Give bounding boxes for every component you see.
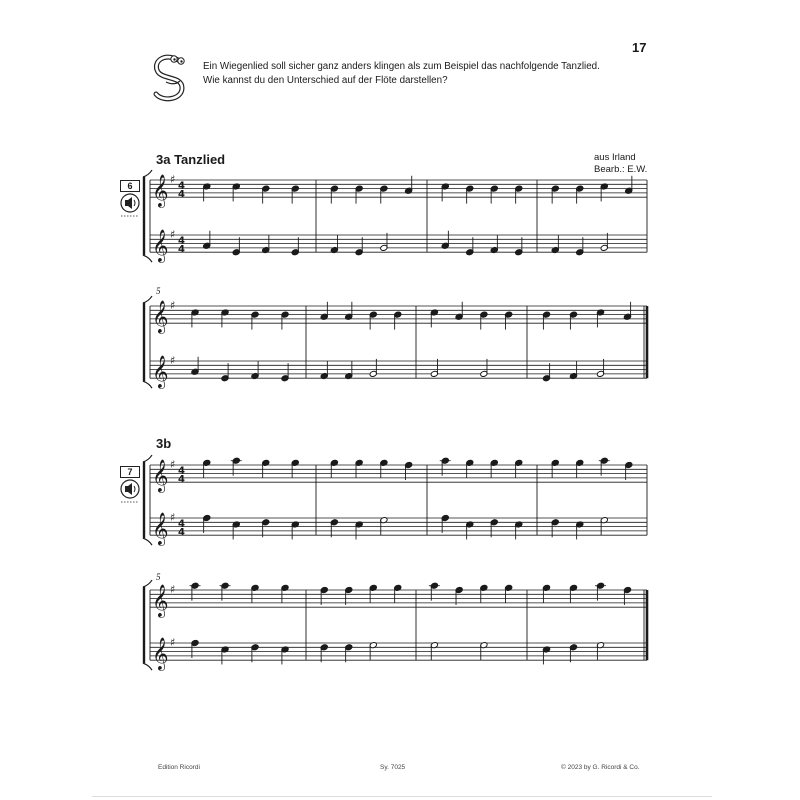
system-bracket [143, 580, 152, 587]
treble-clef-icon: 𝄞 [152, 174, 169, 208]
treble-clef-icon: 𝄞 [152, 300, 169, 334]
time-signature-icon: 4 [178, 180, 185, 192]
system-bracket [143, 170, 152, 177]
sharp-icon: ♯ [170, 583, 176, 596]
piece-origin: aus Irland [594, 152, 636, 163]
time-signature-icon: 4 [178, 518, 185, 530]
treble-clef-icon: 𝄞 [152, 355, 169, 389]
track-number: 7 [120, 466, 140, 478]
system-bracket [143, 381, 152, 388]
treble-clef-icon: 𝄞 [152, 584, 169, 618]
treble-clef-icon: 𝄞 [152, 229, 169, 263]
page-number: 17 [632, 40, 647, 55]
system-bracket [143, 663, 152, 670]
page-edge [92, 796, 712, 797]
sharp-icon: ♯ [170, 354, 176, 367]
time-signature-icon: 4 [178, 527, 185, 539]
treble-clef-icon: 𝄞 [152, 512, 169, 546]
intro-line-2: Wie kannst du den Unterschied auf der Flöte darstellen? [203, 75, 448, 86]
system-bracket [143, 255, 152, 262]
time-signature-icon: 4 [178, 235, 185, 247]
system-bracket [143, 455, 152, 462]
sharp-icon: ♯ [170, 299, 176, 312]
sharp-icon: ♯ [170, 228, 176, 241]
measure-number: 5 [156, 286, 161, 296]
system-bracket [143, 538, 152, 545]
track-number: 6 [120, 180, 140, 192]
sharp-icon: ♯ [170, 511, 176, 524]
time-signature-icon: 4 [178, 474, 185, 486]
treble-clef-icon: 𝄞 [152, 637, 169, 671]
measure-number: 5 [156, 572, 161, 582]
time-signature-icon: 4 [178, 465, 185, 477]
sharp-icon: ♯ [170, 173, 176, 186]
footer-copyright: © 2023 by G. Ricordi & Co. [561, 764, 640, 771]
sharp-icon: ♯ [170, 458, 176, 471]
footer-publisher: Edition Ricordi [158, 764, 200, 771]
footer-catalog: Sy. 7025 [380, 764, 406, 771]
piece-arranger: Bearb.: E.W. [594, 164, 648, 175]
time-signature-icon: 4 [178, 244, 185, 256]
piece-title: 3b [156, 436, 172, 451]
system-bracket [143, 296, 152, 303]
intro-line-1: Ein Wiegenlied soll sicher ganz anders klingen als zum Beispiel das nachfolgende Tanzlied. [203, 61, 600, 72]
sharp-icon: ♯ [170, 636, 176, 649]
treble-clef-icon: 𝄞 [152, 459, 169, 493]
piece-title: 3a Tanzlied [156, 152, 226, 167]
time-signature-icon: 4 [178, 189, 185, 201]
